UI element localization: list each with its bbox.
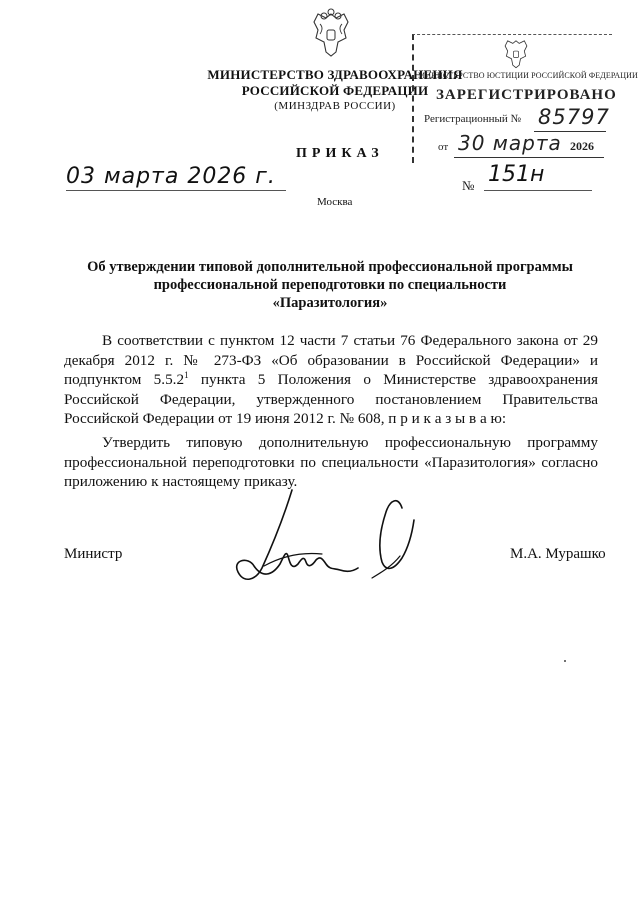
subject-line2: профессиональной переподготовки по специальности bbox=[153, 277, 507, 293]
registration-number: 85797 bbox=[538, 105, 610, 129]
registration-stamp bbox=[412, 34, 638, 163]
order-date: 03 марта 2026 г. bbox=[66, 164, 276, 189]
order-number: 151н bbox=[488, 162, 545, 187]
paragraph-legal-basis-part1: В соответствии с пунктом 12 части 7 статьи 76 Федерального закона от 29 декабря 2012 г. № 273-ФЗ «Об образовании в Российской Федерации» и подпунктом 5.5.2 bbox=[64, 332, 598, 388]
handwritten-signature-icon bbox=[222, 486, 428, 592]
signer-name: М.А. Мурашко bbox=[510, 546, 606, 562]
registration-number-label: Регистрационный № bbox=[424, 113, 522, 125]
ministry-name-line1: МИНИСТЕРСТВО ЗДРАВООХРАНЕНИЯ bbox=[207, 67, 463, 82]
paragraph-decision-text: Утвердить типовую дополнительную профессиональную программу профессиональной переподготовки по специальности «Паразитология» согласно приложению к настоящему приказу. bbox=[64, 434, 598, 490]
ministry-name-line2: РОССИЙСКОЙ ФЕДЕРАЦИИ bbox=[241, 83, 429, 98]
paragraph-decision bbox=[64, 433, 598, 492]
subject-line1: Об утверждении типовой дополнительной профессиональной программы bbox=[87, 259, 573, 275]
order-number-line bbox=[484, 190, 592, 191]
paragraph-legal-basis-part2: пункта 5 Положения о Министерстве здравоохранения Российской Федерации, утвержденного постановлением Правительства Российской Федерации от 19 июня 2012 г. № 608, п р и к а з ы в а ю: bbox=[64, 371, 599, 427]
registration-year: 2026 bbox=[570, 139, 594, 153]
registration-date: 30 марта bbox=[458, 131, 562, 155]
signer-position: Министр bbox=[64, 546, 123, 562]
stamp-emblem-icon bbox=[502, 37, 530, 69]
order-title: ПРИКАЗ bbox=[296, 146, 384, 161]
registration-date-line bbox=[454, 157, 604, 158]
registration-date-label: от bbox=[438, 141, 449, 153]
city: Москва bbox=[317, 196, 353, 208]
coat-of-arms-icon bbox=[310, 8, 352, 58]
order-number-sign: № bbox=[462, 178, 475, 193]
footnote-superscript: 1 bbox=[184, 369, 189, 380]
order-date-line bbox=[66, 190, 286, 191]
paragraph-legal-basis bbox=[64, 331, 598, 429]
subject-line3: «Паразитология» bbox=[272, 295, 388, 311]
ministry-short-name: (МИНЗДРАВ РОССИИ) bbox=[274, 100, 396, 112]
order-subject bbox=[64, 258, 596, 312]
scan-speck bbox=[564, 660, 566, 662]
stamp-header: МИНИСТЕРСТВО ЮСТИЦИИ РОССИЙСКОЙ ФЕДЕРАЦИИ bbox=[418, 71, 638, 80]
stamp-title: ЗАРЕГИСТРИРОВАНО bbox=[436, 87, 617, 103]
